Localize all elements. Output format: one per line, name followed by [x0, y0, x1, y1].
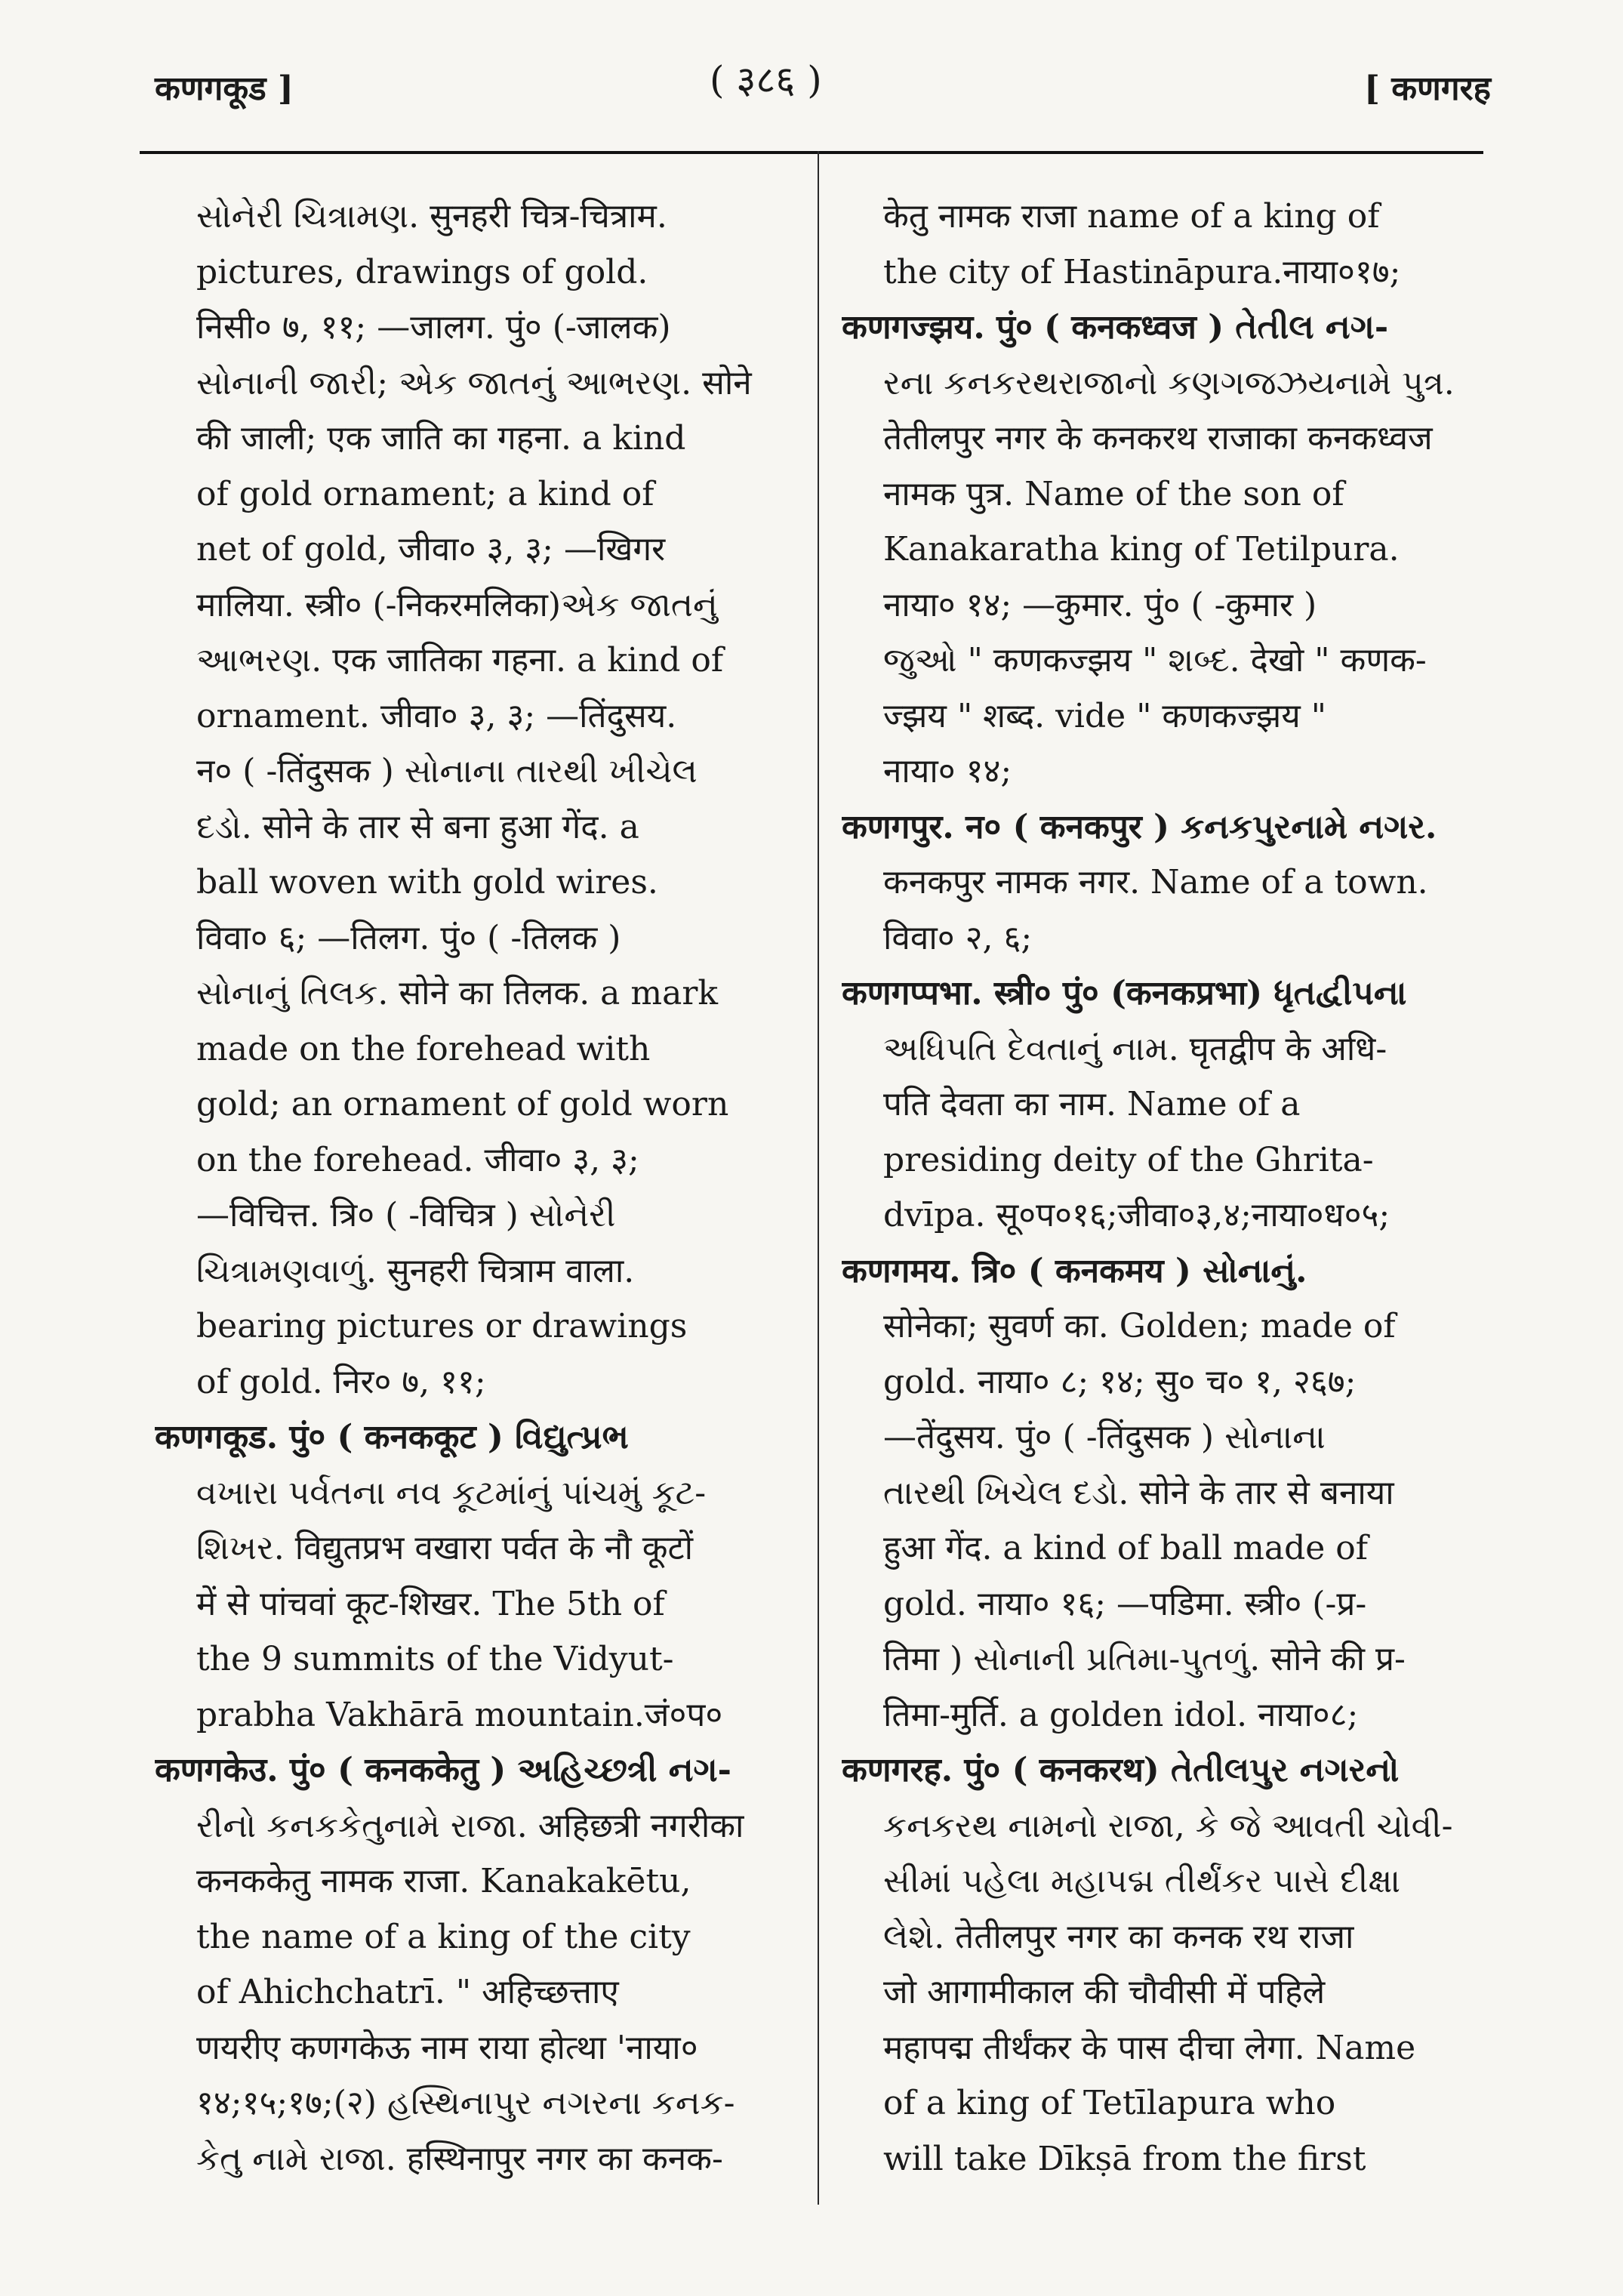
page-number: ( ३८६ ) [710, 58, 822, 102]
entry-line: ornament. जीवा० ३, ३; —तिंदुसय. [196, 696, 677, 735]
entry-line: कनकपुर नामक नगर. Name of a town. [883, 863, 1428, 901]
entry-line: Kanakaratha king of Tetilpura. [883, 530, 1400, 569]
entry-line: સોનાની જારી; એક જાતનું આભરણ. सोने [196, 363, 752, 402]
entry-line: the 9 summits of the Vidyut- [196, 1640, 674, 1678]
entry-line: of gold. निर० ७, ११; [196, 1362, 486, 1401]
entry-line: વખારા પર્વતના નવ કૂટમાંનું પાંચમું કૂટ- [196, 1473, 707, 1512]
entry-line: સીમાં પહેલા મહાપદ્મ તીર્થંકર પાસે દીક્ષા [883, 1862, 1401, 1900]
headword-line: कणगपुर. न० ( कनकपुर ) કનકપુરનામે નગર. [842, 807, 1437, 846]
entry-line: of Ahichchatrī. " अहिच्छत्ताए [196, 1973, 619, 2011]
entry-line: तिमा-मुर्ति. a golden idol. नाया०८; [883, 1695, 1359, 1734]
entry-line: જુઓ " कणकज्झय " શબ્દ. देखो " कणक- [883, 641, 1427, 680]
entry-line: રીનો કનકકેતુનામે રાજા. अहिछत्री नगरीका [196, 1806, 744, 1845]
entry-line: presiding deity of the Ghrita- [883, 1140, 1374, 1179]
entry-line: આભરણ. एक जातिका गहना. a kind of [196, 641, 724, 680]
entry-line: dvīpa. सू०प०१६;जीवा०३,४;नाया०ध०५; [883, 1196, 1390, 1234]
entry-line: gold. नाया० १६; —पडिमा. स्त्री० (-प्र- [883, 1584, 1367, 1623]
entry-line: विवा० २, ६; [883, 918, 1033, 957]
entry-line: पति देवता का नाम. Name of a [883, 1085, 1301, 1123]
entry-line: नाया० १४; —कुमार. पुं० ( -कुमार ) [883, 585, 1317, 624]
headword-line: कणगज्झय. पुं० ( कनकध्वज ) તેતીલ નગ- [842, 308, 1389, 347]
entry-line: on the forehead. जीवा० ३, ३; [196, 1140, 639, 1179]
entry-line: णयरीए कणगकेऊ नाम राया होत्था 'नाया० [196, 2028, 698, 2067]
entry-line: की जाली; एक जाति का गहना. a kind [196, 419, 686, 458]
entry-line: લેશે. तेतीलपुर नगर का कनक रथ राजा [883, 1917, 1354, 1956]
entry-line: gold. नाया० ८; १४; सु० च० १, २६७; [883, 1362, 1357, 1401]
entry-line: नामक पुत्र. Name of the son of [883, 474, 1344, 513]
entry-line: અધિપતિ દેવતાનું નામ. घृतद्वीप के अधि- [883, 1029, 1387, 1068]
entry-line: કનકરથ નામનો રાજા, કે જે આવતી ચોવી- [883, 1806, 1453, 1845]
left-column [155, 189, 793, 2220]
entry-line: ball woven with gold wires. [196, 863, 658, 901]
entry-line: pictures, drawings of gold. [196, 252, 648, 291]
entry-line: made on the forehead with [196, 1029, 651, 1068]
entry-line: bearing pictures or drawings [196, 1307, 688, 1345]
entry-line: महापद्म तीर्थंकर के पास दीचा लेगा. Name [883, 2028, 1416, 2067]
entry-line: केतु नामक राजा name of a king of [883, 197, 1380, 236]
right-column [842, 189, 1476, 2220]
entry-line: सोनेका; सुवर्ण का. Golden; made of [883, 1307, 1396, 1345]
entry-line: સોનેરી ચિત્રામણ. सुनहरी चित्र-चित्राम. [196, 197, 667, 236]
header-rule [140, 151, 1483, 154]
entry-line: विवा० ६; —तिलग. पुं० ( -तिलक ) [196, 918, 621, 957]
entry-line: १४;१५;१७;(२) હસ્થિનાપુર નગરના કનક- [196, 2084, 735, 2122]
entry-line: prabha Vakhārā mountain.जं०प० [196, 1695, 723, 1734]
entry-line: તારથી ખિચેલ દડો. सोने के तार से बनाया [883, 1473, 1394, 1512]
entry-line: न० ( -तिंदुसक ) સોનાના તારથી ખીચેલ [196, 752, 698, 791]
entry-line: કેતુ નામે રાજા. हस्थिनापुर नगर का कनक- [196, 2139, 723, 2178]
entry-line: ચિત્રામણવાળું. सुनहरी चित्राम वाला. [196, 1251, 635, 1290]
entry-line: जो आगामीकाल की चौवीसी में पहिले [883, 1973, 1326, 2011]
entry-line: —विचित्त. त्रि० ( -विचित्र ) સોનેરી [196, 1196, 616, 1234]
headword-line: कणगरह. पुं० ( कनकरथ) તેતીલપુર નગરનો [842, 1751, 1400, 1789]
entry-line: of a king of Tetīlapura who [883, 2084, 1336, 2122]
entry-line: સોનાનું તિલક. सोने का तिलक. a mark [196, 974, 719, 1012]
column-divider [818, 151, 819, 2205]
entry-line: દડો. सोने के तार से बना हुआ गेंद. a [196, 807, 639, 846]
running-head-left: कणगकूड ] [155, 69, 294, 108]
entry-line: हुआ गेंद. a kind of ball made of [883, 1529, 1369, 1567]
entry-line: રના કનકરથરાજાનો કણગજઝયનામે પુત્ર. [883, 363, 1455, 402]
entry-line: नाया० १४; [883, 752, 1012, 791]
page-header [0, 30, 1623, 136]
entry-line: will take Dīkṣā from the first [883, 2139, 1366, 2178]
headword-line: कणगकेउ. पुं० ( कनककेतु ) અહિચ્છત્રી નગ- [155, 1751, 731, 1789]
headword-line: कणगकूड. पुं० ( कनककूट ) વિદ્યુત્પ્રભ [155, 1418, 629, 1456]
running-head-right: [ कणगरह [1364, 69, 1491, 108]
headword-line: कणगमय. त्रि० ( कनकमय ) સોનાનું. [842, 1251, 1307, 1290]
entry-line: net of gold, जीवा० ३, ३; —खिगर [196, 530, 666, 569]
entry-line: the city of Hastināpura.नाया०१७; [883, 252, 1401, 291]
entry-line: में से पांचवां कूट-शिखर. The 5th of [196, 1584, 665, 1623]
entry-line: —तेंदुसय. पुं० ( -तिंदुसक ) સોનાના [883, 1418, 1326, 1456]
headword-line: कणगप्पभा. स्त्री० पुं० (कनकप्रभा) ધૃતદ્વીપના [842, 974, 1407, 1012]
entry-line: निसी० ७, ११; —जालग. पुं० (-जालक) [196, 308, 671, 347]
entry-line: gold; an ornament of gold worn [196, 1085, 729, 1123]
entry-line: ज्झय " शब्द. vide " कणकज्झय " [883, 696, 1326, 735]
entry-line: मालिया. स्त्री० (-निकरमलिका)એક જાતનું [196, 585, 718, 624]
entry-line: कनककेतु नामक राजा. Kanakakētu, [196, 1862, 691, 1900]
entry-line: of gold ornament; a kind of [196, 474, 654, 513]
entry-line: the name of a king of the city [196, 1917, 691, 1956]
entry-line: શિખર. विद्युतप्रभ वखारा पर्वत के नौ कूटों [196, 1529, 694, 1567]
entry-line: तेतीलपुर नगर के कनकरथ राजाका कनकध्वज [883, 419, 1433, 458]
entry-line: तिमा ) સોનાની પ્રતિમા-પુતળું. सोने की प्र- [883, 1640, 1406, 1678]
